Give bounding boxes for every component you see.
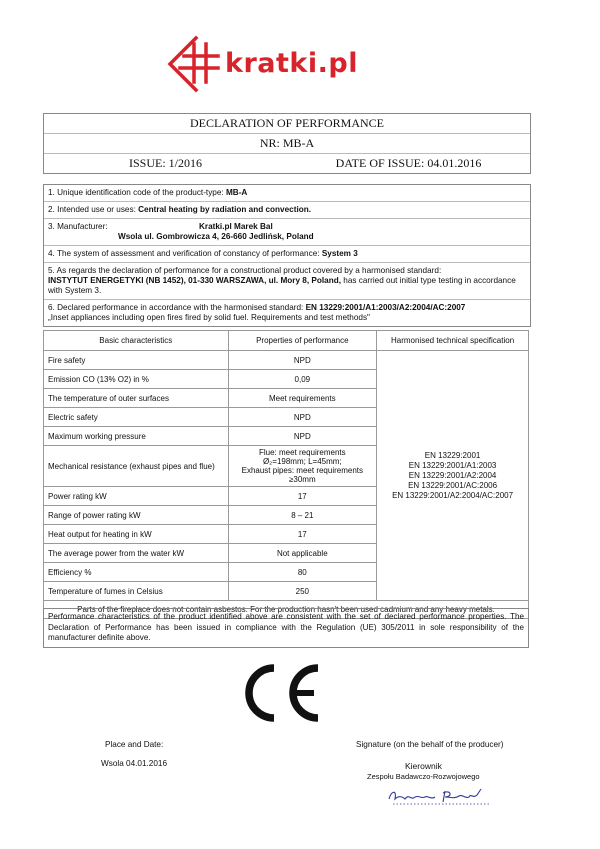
table-header-row xyxy=(44,331,529,351)
performance-table xyxy=(43,330,529,619)
table-row: Heat output for heating in kW 17 xyxy=(44,525,529,544)
table-row: The temperature of outer surfaces Meet requirements xyxy=(44,389,529,408)
info-item-5: 5. As regards the declaration of performance for a constructional product covered by a harmonised standard: INSTYTUT ENERGETYKI (NB 1452), 01-330 WARSZAWA, ul. Mory 8, Poland, has carried out initial type testing in accordance with System 3. xyxy=(44,263,530,300)
info-item-2: 2. Intended use or uses: Central heating by radiation and convection. xyxy=(44,202,530,219)
table-row: Efficiency % 80 xyxy=(44,563,529,582)
info-item-3: 3. Manufacturer: Kratki.pl Marek Bal Wsola ul. Gombrowicza 4, 26-660 Jedlińsk, Poland xyxy=(44,219,530,246)
table-row: Power rating kW 17 xyxy=(44,487,529,506)
place-date-label: Place and Date: xyxy=(105,740,164,749)
info-item-4: 4. The system of assessment and verification of constancy of performance: System 3 xyxy=(44,246,530,263)
table-row: Fire safety NPD EN 13229:2001 EN 13229:2001/A1:2003 EN 13229:2001/A2:2004 EN 13229:2001/AC:2006 EN 13229:2001/A2:2004/AC:2007 xyxy=(44,351,529,370)
table-row: Range of power rating kW 8 – 21 xyxy=(44,506,529,525)
ce-mark-icon xyxy=(238,662,324,724)
column-header: Basic characteristics xyxy=(44,331,229,351)
info-item-1: 1. Unique identification code of the product-type: MB-A xyxy=(44,185,530,202)
document-title: DECLARATION OF PERFORMANCE xyxy=(44,114,530,134)
logo-text: kratki.pl xyxy=(225,48,358,79)
table-row: Electric safety NPD xyxy=(44,408,529,427)
manufacturer-name: Kratki.pl Marek Bal xyxy=(199,222,273,231)
product-info xyxy=(43,184,531,327)
table-row: Maximum working pressure NPD xyxy=(44,427,529,446)
place-date-value: Wsola 04.01.2016 xyxy=(101,759,167,768)
table-row: Temperature of fumes in Celsius 250 xyxy=(44,582,529,601)
document-number: NR: MB-A xyxy=(44,134,530,154)
manufacturer-address: Wsola ul. Gombrowicza 4, 26-660 Jedlińsk, Poland xyxy=(118,232,314,241)
handwritten-signature-icon xyxy=(385,785,495,807)
table-row: The average power from the water kW Not applicable xyxy=(44,544,529,563)
stamp-department: Zespołu Badawczo-Rozwojowego xyxy=(367,772,480,781)
harmonised-spec-cell: EN 13229:2001 EN 13229:2001/A1:2003 EN 13229:2001/A2:2004 EN 13229:2001/AC:2006 EN 13229:2001/A2:2004/AC:2007 xyxy=(377,351,529,601)
signature-label: Signature (on the behalf of the producer) xyxy=(356,740,504,749)
issue-number: ISSUE: 1/2016 xyxy=(128,156,202,170)
asbestos-note: Parts of the fireplace does not contain asbestos. For the production hasn't been used cadmium and any heavy metals. xyxy=(44,601,529,619)
info-item-6: 6. Declared performance in accordance with the harmonised standard: EN 13229:2001/A1:2003/A2:2004/AC:2007 „Inset appliances including open fires fired by solid fuel. Requirements and test methods" xyxy=(48,303,466,322)
table-row: Mechanical resistance (exhaust pipes and flue) Flue: meet requirements Ø₂=198mm; L=45mm; Exhaust pipes: meet requirements ≥30mm xyxy=(44,446,529,487)
document-header xyxy=(43,113,531,174)
stamp-title: Kierownik xyxy=(405,761,442,771)
conformity-statement: Performance characteristics of the product identified above are consistent with the set of declared performance properties. The Declaration of Performance has been issued in compliance with the Regulation (UE) 305/2011 in sole responsibility of the manufacturer definite above. xyxy=(43,608,529,648)
column-header: Properties of performance xyxy=(228,331,377,351)
column-header: Harmonised technical specification xyxy=(377,331,529,351)
date-of-issue: DATE OF ISSUE: 04.01.2016 xyxy=(335,156,482,170)
table-row: Emission CO (13% O2) in % 0,09 xyxy=(44,370,529,389)
